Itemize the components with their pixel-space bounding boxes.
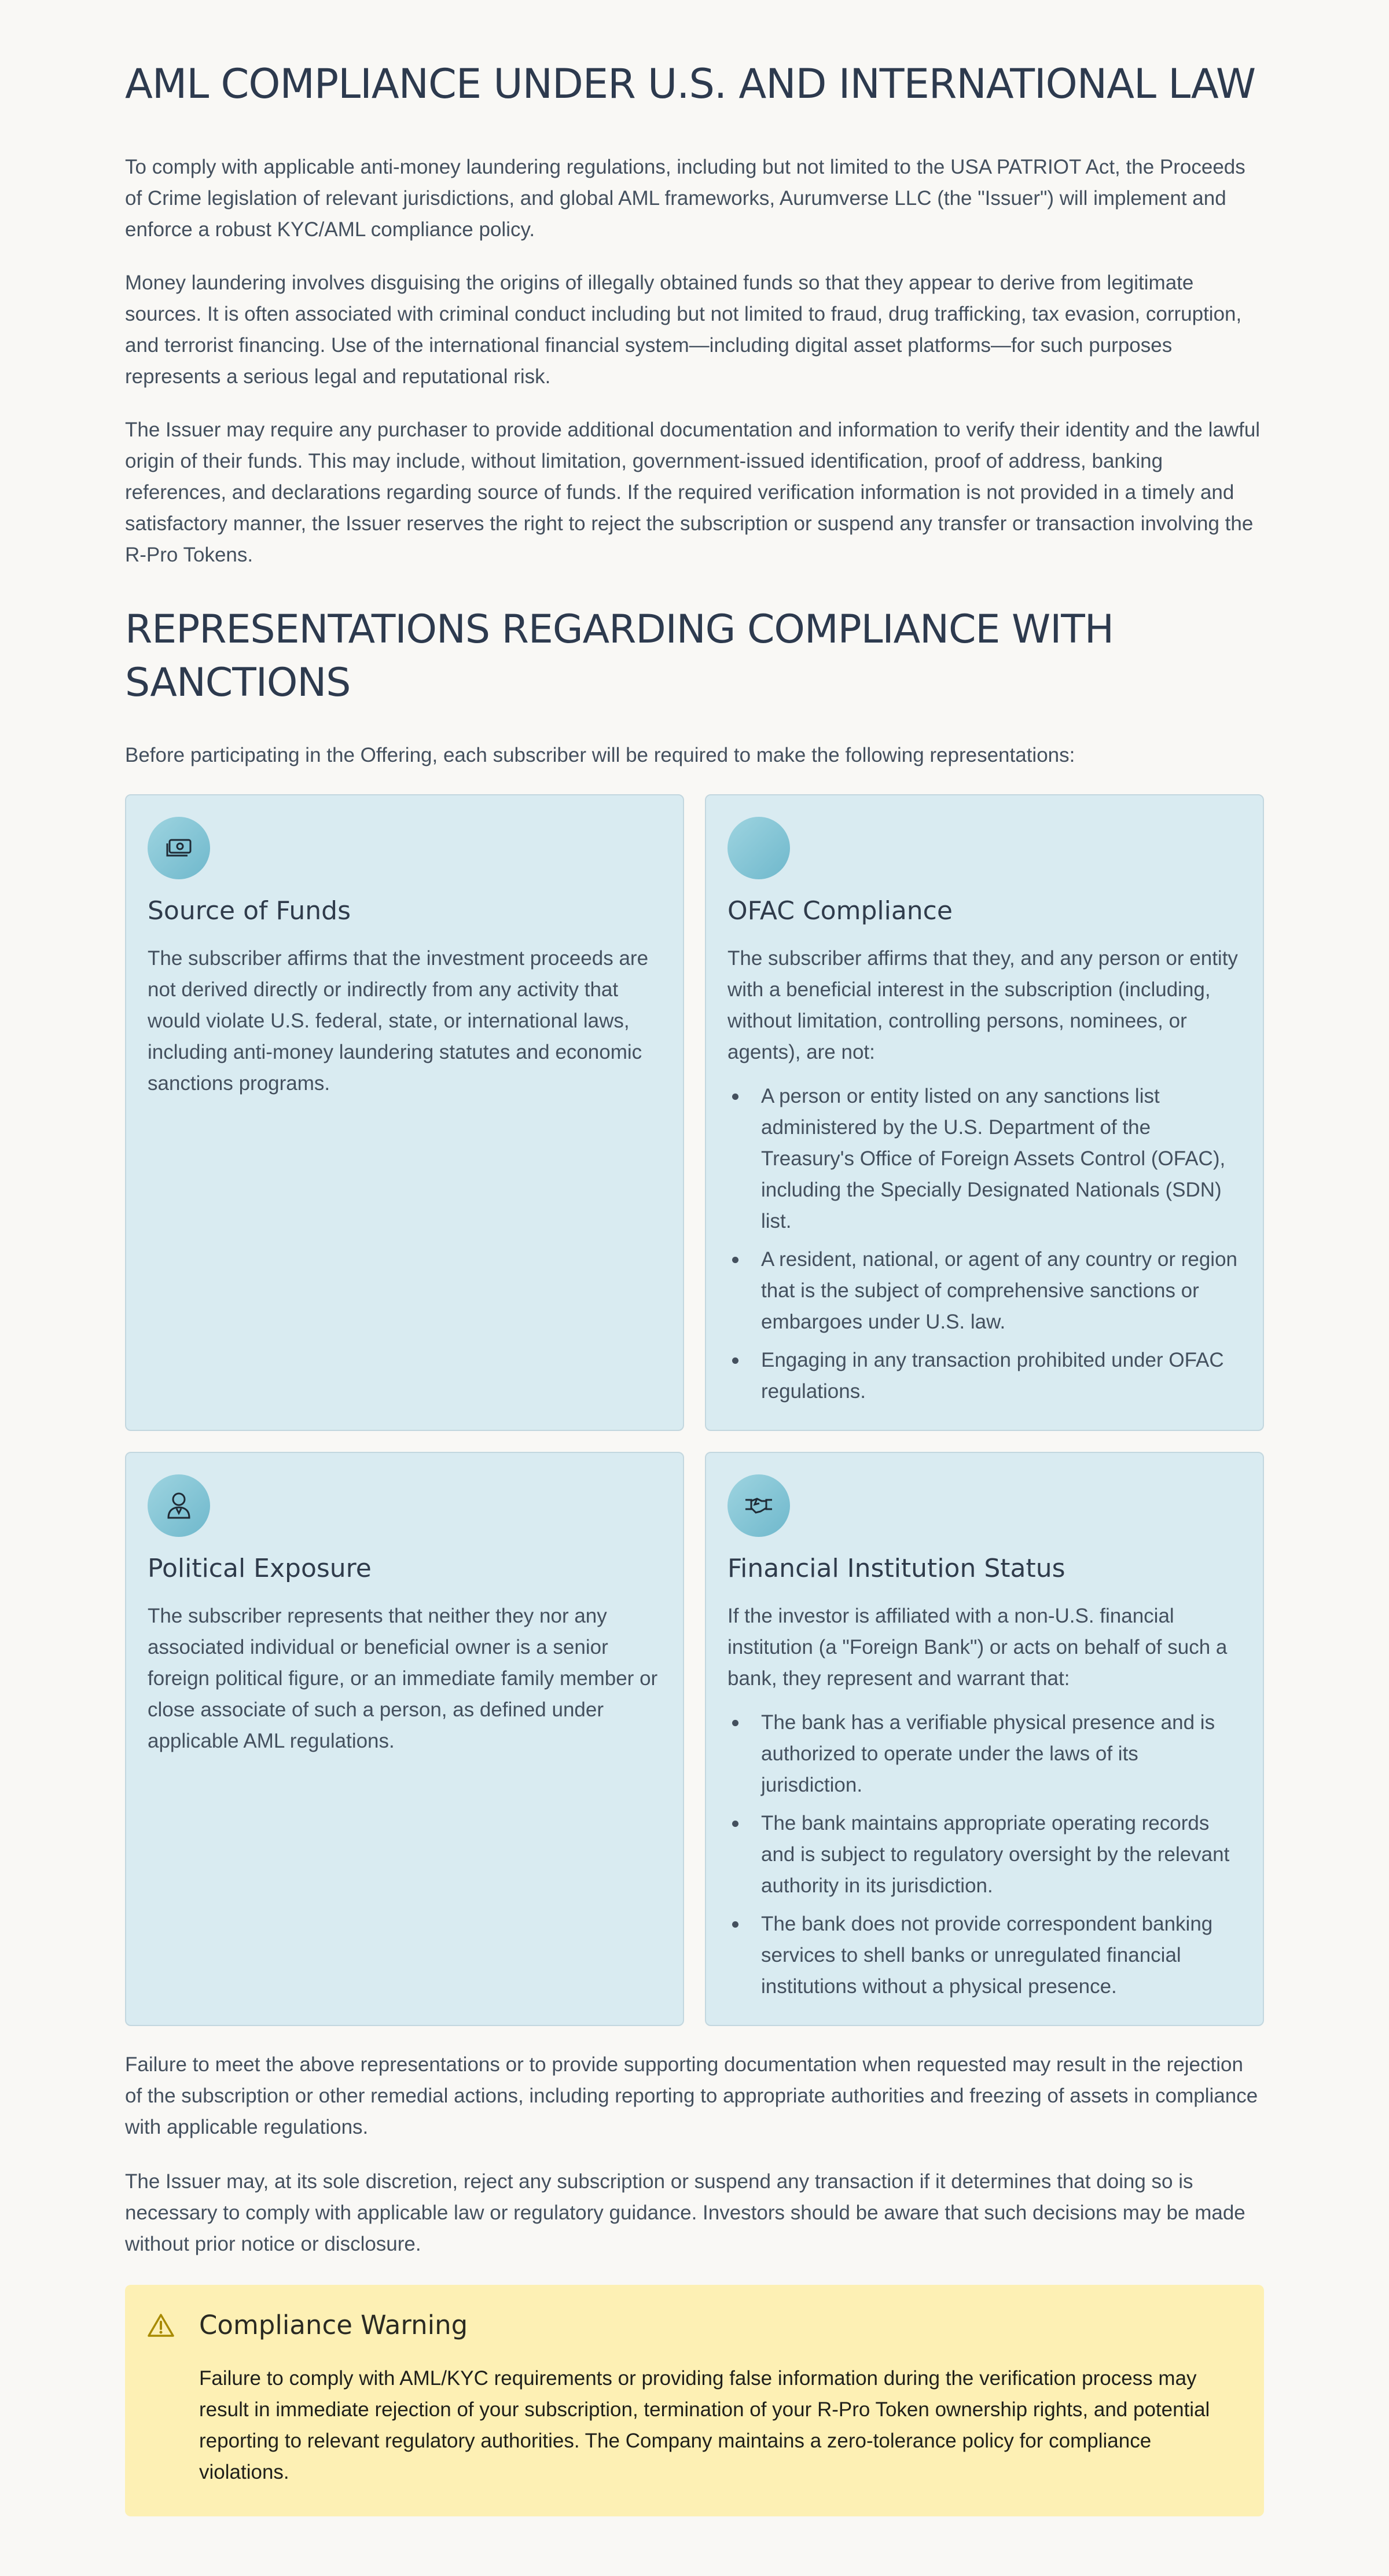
warning-text: Failure to comply with AML/KYC requirements or providing false information during the verification process may result in immediate rejection of your subscription, termination of your R-Pro Token ownership rights, and potential reporting to relevant regulatory authorities. The Company maintains a zero-tolerance policy for compliance violations. (199, 2367, 1210, 2483)
card-source-of-funds (125, 794, 684, 1431)
intro-paragraph-2: Money laundering involves disguising the origins of illegally obtained funds so that they appear to derive from legitimate sources. It is often associated with criminal conduct including but not limited to fraud, drug trafficking, tax evasion, corruption, and terrorist financing. Use of the international financial system—including digital asset platforms—for such purposes represents a serious legal and reputational risk. (125, 271, 1242, 388)
card-financial-institution-status (705, 1452, 1264, 2026)
card-title: Source of Funds (148, 896, 351, 926)
compliance-warning-callout (125, 2285, 1264, 2516)
card-body (727, 943, 1243, 1407)
card-description: The subscriber represents that neither they nor any associated individual or beneficial owner is a senior foreign political figure, or an immediate family member or close associate of such a person, as defined under applicable AML regulations. (148, 1605, 658, 1752)
list-item: Engaging in any transaction prohibited under OFAC regulations. (727, 1345, 1243, 1407)
sanctions-intro: Before participating in the Offering, each subscriber will be required to make the following representations: (125, 744, 1075, 766)
remedial-actions-paragraph: Failure to meet the above representations or to provide supporting documentation when requested may result in the rejection of the subscription or other remedial actions, including reporting to appropriate authorities and freezing of assets in compliance with applicable regulations. (125, 2053, 1258, 2138)
warning-icon (147, 2313, 175, 2341)
card-political-exposure (125, 1452, 684, 2026)
handshake-icon (727, 1474, 790, 1537)
intro-paragraph-1: To comply with applicable anti-money laundering regulations, including but not limited to the USA PATRIOT Act, the Proceeds of Crime legislation of relevant jurisdictions, and global AML frameworks, Aurumverse LLC (the "Issuer") will implement and enforce a robust KYC/AML compliance policy. (125, 156, 1245, 241)
list-item: A person or entity listed on any sanctions list administered by the U.S. Department of the Treasury's Office of Foreign Assets Control (OFAC), including the Specially Designated Nationals (SDN) list. (727, 1081, 1243, 1237)
list-item: The bank maintains appropriate operating records and is subject to regulatory oversight by the relevant authority in its jurisdiction. (727, 1808, 1243, 1902)
sanctions-heading: REPRESENTATIONS REGARDING COMPLIANCE WITH SANCTIONS (125, 607, 1114, 706)
card-description: The subscriber affirms that the investment proceeds are not derived directly or indirectly from any activity that would violate U.S. federal, state, or international laws, including anti-money laundering statutes and economic sanctions programs. (148, 947, 649, 1095)
intro-paragraph-3: The Issuer may require any purchaser to provide additional documentation and information to verify their identity and the lawful origin of their funds. This may include, without limitation, government-issued identification, proof of address, banking references, and declarations regarding source of funds. If the required verification information is not provided in a timely and satisfactory manner, the Issuer reserves the right to reject the subscription or suspend any transfer or transaction involving the R-Pro Tokens. (125, 419, 1261, 566)
warning-title: Compliance Warning (199, 2310, 468, 2340)
blank-icon (727, 817, 790, 879)
card-description: The subscriber affirms that they, and any person or entity with a beneficial interest in the subscription (including, without limitation, controlling persons, nominees, or agents), are not: (727, 947, 1238, 1063)
card-title: Political Exposure (148, 1554, 372, 1583)
person-icon (148, 1474, 210, 1537)
card-description: If the investor is affiliated with a non-U.S. financial institution (a "Foreign Bank") or acts on behalf of such a bank, they represent and warrant that: (727, 1605, 1228, 1690)
card-body (727, 1601, 1243, 2002)
page-title: AML COMPLIANCE UNDER U.S. AND INTERNATIONAL LAW (125, 60, 1256, 108)
money-icon (148, 817, 210, 879)
list-item: The bank does not provide correspondent banking services to shell banks or unregulated financial institutions without a physical presence. (727, 1909, 1243, 2002)
card-ofac-compliance (705, 794, 1264, 1431)
bullet-list (727, 1081, 1243, 1407)
card-title: Financial Institution Status (727, 1554, 1065, 1583)
bullet-list (727, 1707, 1243, 2002)
list-item: A resident, national, or agent of any country or region that is the subject of comprehensive sanctions or embargoes under U.S. law. (727, 1244, 1243, 1338)
list-item: The bank has a verifiable physical presence and is authorized to operate under the laws of its jurisdiction. (727, 1707, 1243, 1801)
issuer-discretion-paragraph: The Issuer may, at its sole discretion, reject any subscription or suspend any transaction if it determines that doing so is necessary to comply with applicable law or regulatory guidance. Investors should be aware that such decisions may be made without prior notice or disclosure. (125, 2170, 1245, 2255)
card-title: OFAC Compliance (727, 896, 953, 926)
